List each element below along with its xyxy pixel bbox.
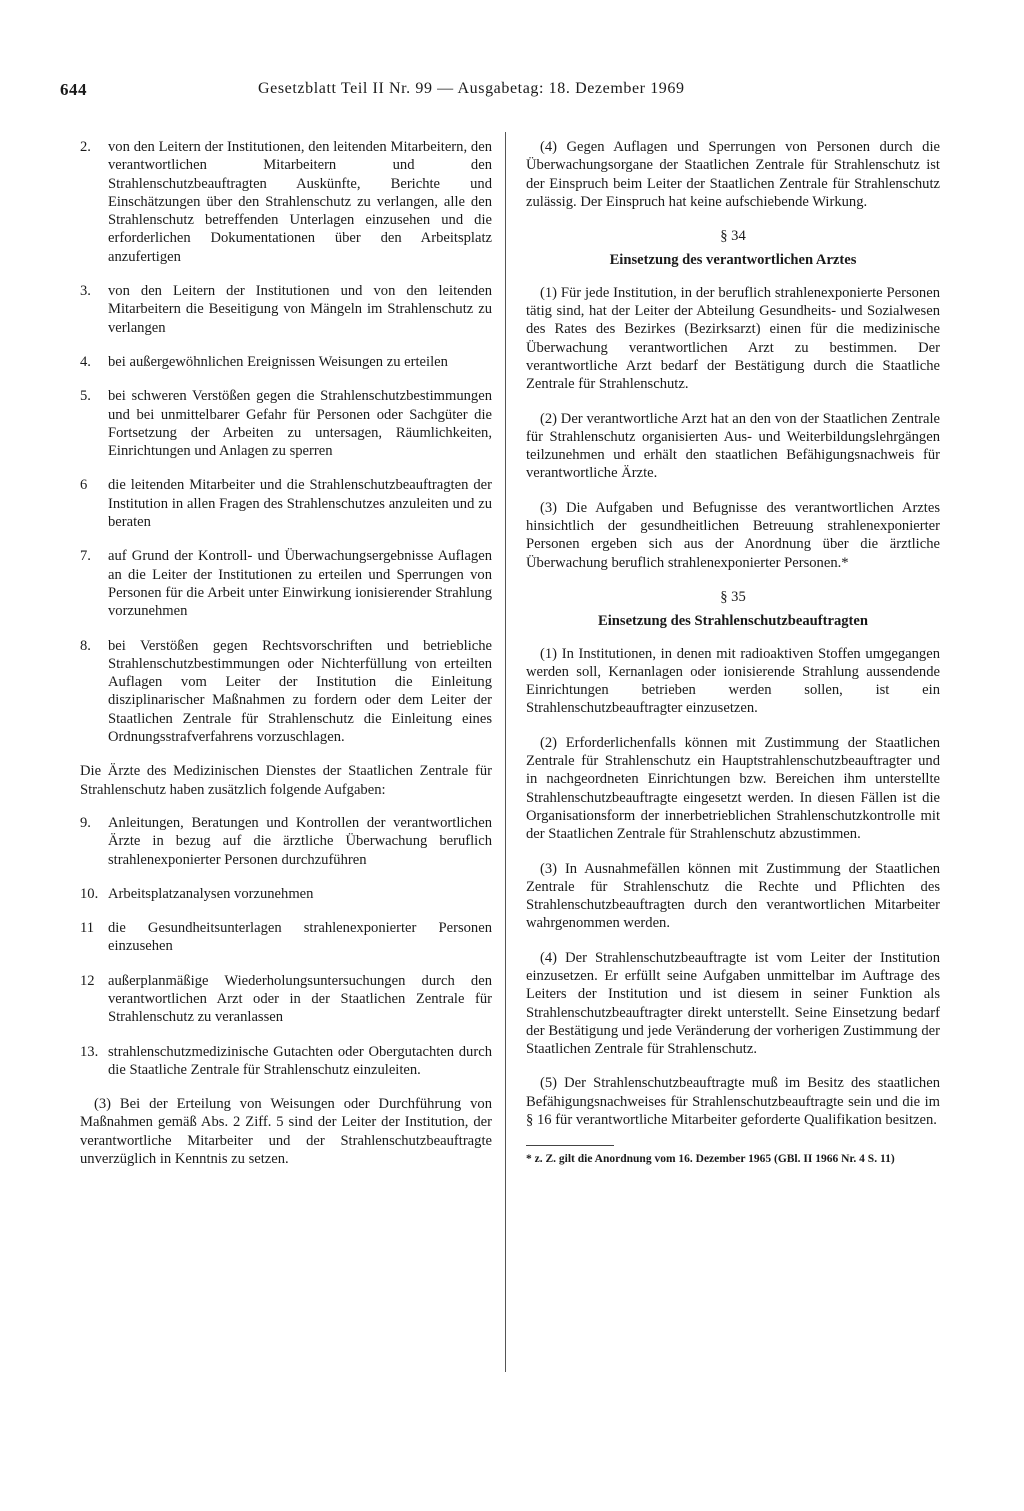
closing-paragraph: (3) Bei der Erteilung von Weisungen oder Durchführung von Maßnahmen gemäß Abs. 2 Ziff. 5 sind der Leiter der Institution, der verantwortliche Mitarbeiter und der Strahlenschutzbeauftragte unverzüglich in Kenntnis zu setzen.	[80, 1096, 492, 1168]
list-item-text: bei schweren Verstößen gegen die Strahlenschutzbestimmungen und bei unmittelbarer Gefahr für Personen oder Sachgüter die Fortsetzung der Arbeiten zu untersagen, Räumlichkeiten, Einrichtungen und Anlagen zu sperren	[108, 388, 492, 460]
list-item-text: strahlenschutzmedizinische Gutachten oder Obergutachten durch die Staatliche Zentrale für Strahlenschutz einzuleiten.	[108, 1043, 492, 1078]
list-item	[80, 885, 492, 903]
list-item-number: 8.	[80, 637, 91, 654]
section-paragraph: (1) In Institutionen, in denen mit radioaktiven Stoffen umgegangen werden soll, Kernanlagen oder ionisierende Strahlung aussendende Einrichtungen betrieben werden sollen, ist ein Strahlenschutzbeauftragter einzusetzen.	[526, 645, 940, 717]
list-item-number: 4.	[80, 353, 91, 370]
section-paragraph: (3) Die Aufgaben und Befugnisse des verantwortlichen Arztes hinsichtlich der gesundheitlichen Betreuung strahlenexponierter Personen ergeben sich aus der Anordnung über die ärztliche Überwachung beruflich strahlenexponierter Personen.*	[526, 499, 940, 571]
list-item-number: 9.	[80, 814, 91, 831]
list-item-number: 7.	[80, 548, 91, 565]
column-divider	[505, 132, 506, 1372]
page-header	[60, 80, 940, 104]
list-item	[80, 138, 492, 266]
section-paragraph: (2) Erforderlichenfalls können mit Zustimmung der Staatlichen Zentrale für Strahlenschutz ein Hauptstrahlenschutzbeauftragter und in nachgeordneten Einrichtungen bzw. Bereichen ihm unterstellte Strahlenschutzbeauftragte eingesetzt werden. In diesen Fällen ist die Organisationsform der innerbetrieblichen Strahlenschutzkontrolle mit der Staatlichen Zentrale für Strahlenschutz abzustimmen.	[526, 734, 940, 843]
list-item-number: 12	[80, 972, 95, 989]
list-item-number: 3.	[80, 283, 91, 300]
list-item-text: bei außergewöhnlichen Ereignissen Weisungen zu erteilen	[108, 353, 448, 370]
footnote-rule	[526, 1145, 614, 1146]
list-item	[80, 1043, 492, 1080]
section-title: Einsetzung des Strahlenschutzbeauftragten	[598, 613, 868, 630]
section-paragraph: (4) Der Strahlenschutzbeauftragte ist vom Leiter der Institution einzusetzen. Er erfüllt seine Aufgaben unmittelbar im Auftrage des Leiters der Institution und ist diesem in seiner Funktion als Strahlenschutzbeauftragter direkt unterstellt. Seine Einsetzung bedarf der Bestätigung und jede Veränderung der vorherigen Zustimmung der Staatlichen Zentrale für Strahlenschutz.	[526, 949, 940, 1058]
list-item-text: außerplanmäßige Wiederholungsuntersuchungen durch den verantwortlichen Arzt oder in der Staatlichen Zentrale für Strahlenschutz zu veranlassen	[108, 972, 492, 1026]
list-item-number: 13.	[80, 1043, 99, 1060]
list-item	[80, 637, 492, 747]
list-item	[80, 547, 492, 620]
list-item-number: 6	[80, 477, 88, 494]
left-column	[80, 138, 492, 1184]
list-item-text: Anleitungen, Beratungen und Kontrollen der verantwortlichen Ärzte in bezug auf die ärztliche Überwachung beruflich strahlenexponierter Personen durchzuführen	[108, 814, 492, 868]
intro-text: Die Ärzte des Medizinischen Dienstes der Staatlichen Zentrale für Strahlenschutz haben zusätzlich folgende Aufgaben:	[80, 763, 492, 798]
list-item-number: 10.	[80, 885, 99, 902]
list-item-number: 5.	[80, 388, 91, 405]
list-item	[80, 387, 492, 460]
footnote: * z. Z. gilt die Anordnung vom 16. Dezember 1965 (GBl. II 1966 Nr. 4 S. 11)	[526, 1153, 895, 1166]
running-head: Gesetzblatt Teil II Nr. 99 — Ausgabetag: 18. Dezember 1969	[258, 80, 685, 97]
section-paragraph: (2) Der verantwortliche Arzt hat an den von der Staatlichen Zentrale für Strahlenschutz organisierten Aus- und Weiterbildungslehrgängen teilzunehmen und erhält den staatlichen Befähigungsnachweis für verantwortliche Ärzte.	[526, 410, 940, 482]
section-title: Einsetzung des verantwortlichen Arztes	[609, 252, 857, 269]
list-item	[80, 972, 492, 1027]
list-item	[80, 814, 492, 869]
opening-paragraph: (4) Gegen Auflagen und Sperrungen von Personen durch die Überwachungsorgane der Staatlichen Zentrale für Strahlenschutz ist der Einspruch beim Leiter der Staatlichen Zentrale für Strahlenschutz zulässig. Der Einspruch hat keine aufschiebende Wirkung.	[526, 139, 940, 210]
list-item-text: bei Verstößen gegen Rechtsvorschriften und betriebliche Strahlenschutzbestimmungen oder Nichterfüllung von erteilten Auflagen vom Leiter der Institution die Einleitung disziplinarischer Maßnahmen zu fordern oder dem Leiter der Staatlichen Zentrale für Strahlenschutz die Einleitung eines Ordnungsstrafverfahrens vorzuschlagen.	[108, 637, 492, 746]
section-number: § 34	[720, 228, 746, 245]
section-number: § 35	[720, 588, 746, 605]
list-item	[80, 353, 492, 371]
list-item	[80, 919, 492, 956]
list-item-number: 11	[80, 920, 95, 937]
list-item-text: von den Leitern der Institutionen und von den leitenden Mitarbeitern die Beseitigung von Mängeln im Strahlenschutz zu verlangen	[108, 283, 492, 336]
list-item-text: auf Grund der Kontroll- und Überwachungsergebnisse Auflagen an die Leiter der Institutionen zu erteilen und Sperrungen von Personen für die Arbeit unter Einwirkung ionisierender Strahlung vorzunehmen	[108, 548, 492, 620]
list-item-text: die leitenden Mitarbeiter und die Strahlenschutzbeauftragten der Institution in allen Fragen des Strahlenschutzes anzuleiten und zu beraten	[108, 477, 492, 531]
list-item	[80, 476, 492, 531]
page-number: 644	[60, 80, 87, 99]
section-paragraph: (5) Der Strahlenschutzbeauftragte muß im Besitz des staatlichen Befähigungsnachweises für Strahlenschutzbeauftragte sein und die im § 16 für verantwortliche Mitarbeiter geforderte Qualifikation besitzen.	[526, 1075, 940, 1129]
section-paragraph: (3) In Ausnahmefällen können mit Zustimmung der Staatlichen Zentrale für Strahlenschutz die Rechte und Pflichten des Strahlenschutzbeauftragten durch den verantwortlichen Mitarbeiter wahrgenommen werden.	[526, 860, 940, 932]
list-item-text: Arbeitsplatzanalysen vorzunehmen	[108, 885, 314, 902]
list-item-text: von den Leitern der Institutionen, den leitenden Mitarbeitern, den verantwortlichen Mitarbeitern und den Strahlenschutzbeauftragten Auskünfte, Berichte und Einschätzungen über den Strahlenschutz zu verlangen, alle den Strahlenschutz betreffenden Unterlagen einzusehen und die erforderlichen Dokumentationen über den Arbeitsplatz anzufertigen	[108, 139, 492, 265]
list-item	[80, 282, 492, 337]
right-column	[526, 138, 940, 1167]
section-paragraph: (1) Für jede Institution, in der beruflich strahlenexponierte Personen tätig sind, hat der Leiter der Abteilung Gesundheits- und Sozialwesen des Rates des Bezirkes (Bezirksarzt) einen für die medizinische Überwachung verantwortlichen Arzt zu bestimmen. Der verantwortliche Arzt bedarf der Bestätigung durch die Staatliche Zentrale für Strahlenschutz.	[526, 284, 940, 393]
list-item-number: 2.	[80, 139, 91, 155]
list-item-text: die Gesundheitsunterlagen strahlenexponierter Personen einzusehen	[108, 920, 492, 955]
